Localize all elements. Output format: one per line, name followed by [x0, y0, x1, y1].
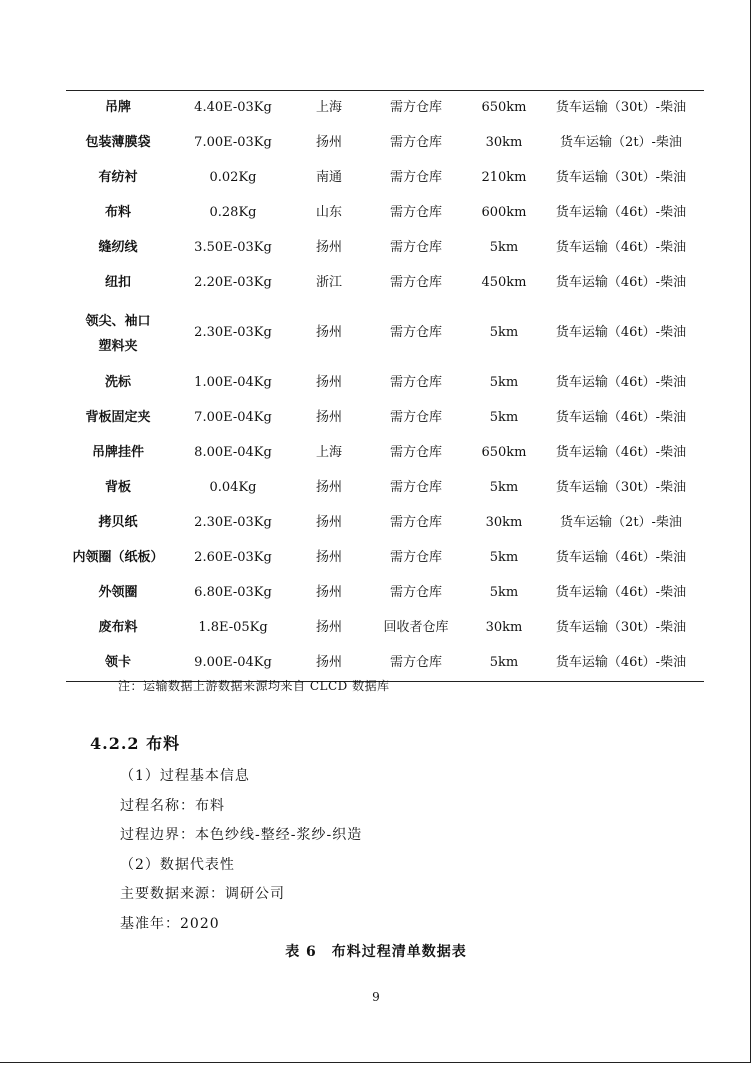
transport-table [66, 90, 704, 682]
cell-mass: 7.00E-04Kg [194, 410, 272, 426]
cell-destination: 需方仓库 [389, 480, 442, 496]
table-row [66, 471, 704, 506]
table-row [66, 231, 704, 266]
cell-material: 外领圈 [98, 585, 138, 601]
cell-origin: 扬州 [315, 585, 342, 601]
cell-destination: 需方仓库 [389, 585, 442, 601]
cell-destination: 需方仓库 [389, 515, 442, 531]
cell-transport: 货车运输（46t）-柴油 [555, 550, 687, 566]
cell-transport: 货车运输（30t）-柴油 [555, 480, 687, 496]
cell-origin: 扬州 [315, 620, 342, 636]
cell-destination: 需方仓库 [389, 550, 442, 566]
paragraph-process-boundary: 过程边界：本色纱线-整经-浆纱-织造 [120, 827, 363, 843]
cell-destination: 需方仓库 [389, 275, 442, 291]
cell-distance: 30km [485, 135, 523, 151]
cell-transport: 货车运输（46t）-柴油 [555, 585, 687, 601]
cell-material: 吊牌挂件 [91, 445, 144, 461]
cell-distance: 5km [489, 410, 519, 426]
cell-destination: 需方仓库 [389, 325, 442, 341]
cell-mass: 2.30E-03Kg [194, 515, 272, 531]
cell-distance: 5km [489, 240, 519, 256]
cell-origin: 扬州 [315, 480, 342, 496]
cell-transport: 货车运输（46t）-柴油 [555, 445, 687, 461]
cell-origin: 扬州 [315, 655, 342, 671]
cell-mass: 1.8E-05Kg [198, 620, 268, 636]
table-row [66, 401, 704, 436]
table-row [66, 541, 704, 576]
cell-material: 有纺衬 [98, 170, 138, 186]
cell-distance: 30km [485, 620, 523, 636]
cell-material: 洗标 [104, 375, 131, 391]
cell-material: 布料 [104, 205, 131, 221]
cell-material: 领尖、袖口塑料夹 [85, 313, 151, 354]
paragraph-process-name: 过程名称：布料 [120, 798, 225, 814]
cell-origin: 扬州 [315, 240, 342, 256]
cell-material: 吊牌 [104, 100, 131, 116]
cell-material: 背板固定夹 [85, 410, 151, 426]
cell-transport: 货车运输（2t）-柴油 [560, 135, 682, 151]
cell-distance: 5km [489, 325, 519, 341]
cell-mass: 3.50E-03Kg [194, 240, 272, 256]
cell-mass: 8.00E-04Kg [194, 445, 272, 461]
cell-mass: 9.00E-04Kg [194, 655, 272, 671]
cell-destination: 需方仓库 [389, 240, 442, 256]
cell-mass: 4.40E-03Kg [194, 100, 272, 116]
cell-distance: 450km [481, 275, 527, 291]
cell-transport: 货车运输（46t）-柴油 [555, 240, 687, 256]
paragraph-data-source: 主要数据来源：调研公司 [120, 886, 285, 902]
cell-destination: 需方仓库 [389, 445, 442, 461]
cell-material: 背板 [104, 480, 131, 496]
cell-material: 缝纫线 [98, 240, 138, 256]
cell-distance: 5km [489, 550, 519, 566]
page-number: 9 [372, 990, 380, 1004]
table-row [66, 91, 704, 127]
cell-distance: 600km [481, 205, 527, 221]
cell-material: 领卡 [104, 655, 131, 671]
cell-origin: 扬州 [315, 135, 342, 151]
cell-destination: 需方仓库 [389, 655, 442, 671]
cell-transport: 货车运输（46t）-柴油 [555, 410, 687, 426]
cell-origin: 扬州 [315, 515, 342, 531]
cell-mass: 6.80E-03Kg [194, 585, 272, 601]
cell-transport: 货车运输（46t）-柴油 [555, 325, 687, 341]
cell-destination: 需方仓库 [389, 410, 442, 426]
cell-mass: 0.02Kg [209, 170, 257, 186]
cell-transport: 货车运输（46t）-柴油 [555, 275, 687, 291]
paragraph-process-info: （1）过程基本信息 [120, 768, 250, 784]
cell-transport: 货车运输（30t）-柴油 [555, 620, 687, 636]
cell-distance: 650km [481, 445, 527, 461]
paragraph-data-representativeness: （2）数据代表性 [120, 857, 235, 873]
cell-material: 内领圈（纸板） [72, 550, 164, 566]
cell-mass: 2.60E-03Kg [194, 550, 272, 566]
table-row [66, 576, 704, 611]
table-row [66, 301, 704, 366]
cell-distance: 5km [489, 585, 519, 601]
cell-transport: 货车运输（46t）-柴油 [555, 205, 687, 221]
cell-material: 包装薄膜袋 [85, 135, 151, 151]
cell-distance: 5km [489, 655, 519, 671]
cell-mass: 1.00E-04Kg [194, 375, 272, 391]
paragraph-base-year: 基准年：2020 [120, 916, 220, 932]
cell-origin: 扬州 [315, 325, 342, 341]
cell-mass: 0.04Kg [209, 480, 257, 496]
cell-distance: 30km [485, 515, 523, 531]
cell-mass: 2.30E-03Kg [194, 325, 272, 341]
cell-origin: 山东 [315, 205, 342, 221]
cell-transport: 货车运输（46t）-柴油 [555, 655, 687, 671]
cell-origin: 扬州 [315, 550, 342, 566]
cell-distance: 210km [481, 170, 527, 186]
cell-transport: 货车运输（30t）-柴油 [555, 170, 687, 186]
table-row [66, 611, 704, 646]
cell-origin: 浙江 [315, 275, 342, 291]
cell-material: 废布料 [98, 620, 138, 636]
cell-origin: 南通 [315, 170, 342, 186]
cell-origin: 扬州 [315, 410, 342, 426]
cell-mass: 0.28Kg [209, 205, 257, 221]
cell-destination: 需方仓库 [389, 375, 442, 391]
cell-distance: 5km [489, 480, 519, 496]
table-row [66, 266, 704, 301]
cell-destination: 需方仓库 [389, 170, 442, 186]
table-caption: 表 6 布料过程清单数据表 [285, 944, 467, 960]
cell-material: 纽扣 [104, 275, 131, 291]
cell-destination: 回收者仓库 [383, 620, 449, 636]
table-footnote: 注：运输数据上游数据来源均来自 CLCD 数据库 [118, 679, 390, 693]
cell-destination: 需方仓库 [389, 135, 442, 151]
table-row [66, 436, 704, 471]
cell-origin: 上海 [315, 445, 342, 461]
table-row [66, 196, 704, 231]
cell-mass: 7.00E-03Kg [194, 135, 272, 151]
cell-destination: 需方仓库 [389, 205, 442, 221]
cell-distance: 650km [481, 100, 527, 116]
cell-destination: 需方仓库 [389, 100, 442, 116]
cell-origin: 扬州 [315, 375, 342, 391]
cell-transport: 货车运输（2t）-柴油 [560, 515, 682, 531]
cell-mass: 2.20E-03Kg [194, 275, 272, 291]
cell-transport: 货车运输（30t）-柴油 [555, 100, 687, 116]
section-heading: 4.2.2 布料 [90, 734, 181, 753]
cell-distance: 5km [489, 375, 519, 391]
table-row [66, 161, 704, 196]
table-row [66, 506, 704, 541]
cell-origin: 上海 [315, 100, 342, 116]
table-row [66, 126, 704, 161]
cell-material: 拷贝纸 [98, 515, 138, 531]
cell-transport: 货车运输（46t）-柴油 [555, 375, 687, 391]
table-row [66, 366, 704, 401]
